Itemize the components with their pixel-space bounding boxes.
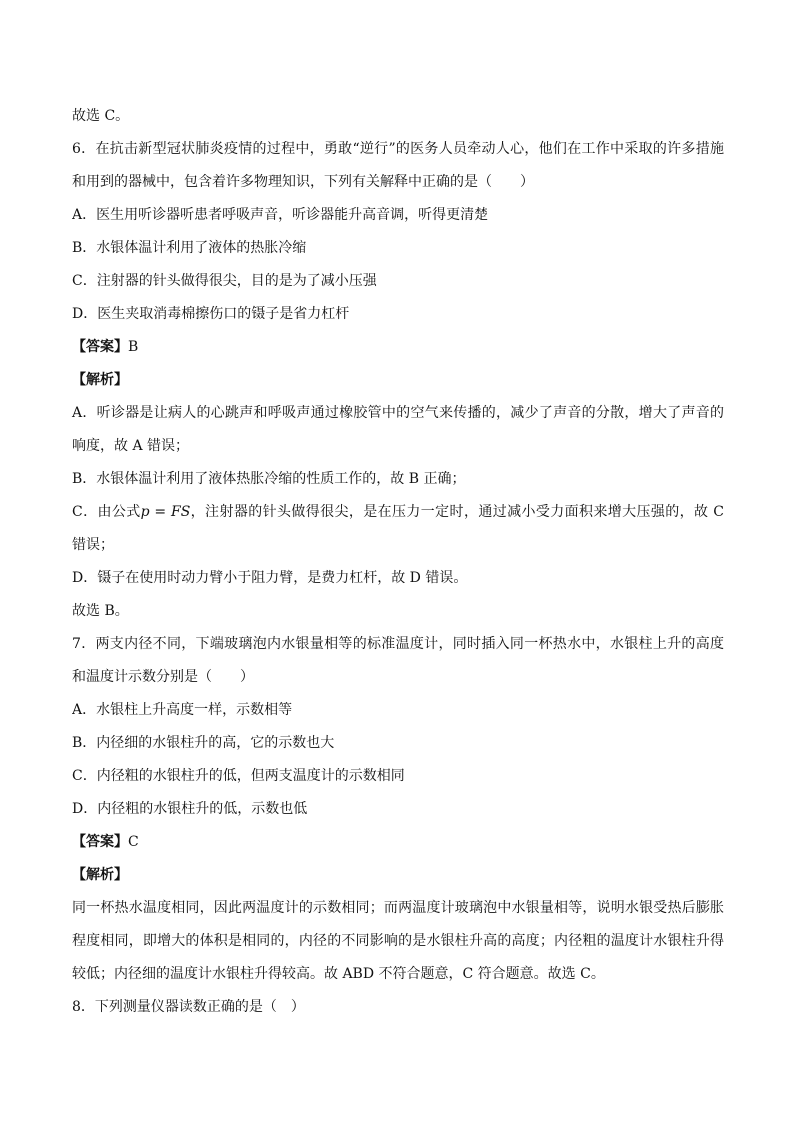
q7-answer [72, 826, 724, 859]
q6-stem: 6．在抗击新型冠状肺炎疫情的过程中，勇敢“逆行”的医务人员牵动人心，他们在工作中采取的许多措施和用到的器械中，包含着许多物理知识，下列有关解释中正确的是（ ） [72, 141, 724, 190]
q7-answer-value: C [128, 834, 139, 850]
intro-conclusion: 故选 C。 [72, 108, 130, 124]
q6-analysis-label: 【解析】 [72, 372, 128, 388]
q6-analysis-c-pre: C．由公式 [72, 504, 141, 520]
q6-option-b: B．水银体温计利用了液体的热胀冷缩 [72, 240, 307, 256]
q7-answer-label: 【答案】 [72, 834, 128, 850]
q6-answer [72, 331, 724, 364]
q7-stem: 7．两支内径不同，下端玻璃泡内水银量相等的标准温度计，同时插入同一杯热水中，水银柱上升的高度和温度计示数分别是（ ） [72, 636, 724, 685]
q6-analysis-b: B．水银体温计利用了液体热胀冷缩的性质工作的，故 B 正确； [72, 471, 466, 487]
q7-analysis: 同一杯热水温度相同，因此两温度计的示数相同；而两温度计玻璃泡中水银量相等，说明水银受热后膨胀程度相同，即增大的体积是相同的，内径的不同影响的是水银柱升高的高度；内径粗的温度计水银柱升得较低；内径细的温度计水银柱升得较高。故 ABD 不符合题意，C 符合题意。故选 C。 [72, 900, 724, 982]
q6-analysis-d: D．镊子在使用时动力臂小于阻力臂，是费力杠杆，故 D 错误。 [72, 570, 468, 586]
q6-option-c: C．注射器的针头做得很尖，目的是为了减小压强 [72, 273, 377, 289]
q7-option-a: A．水银柱上升高度一样，示数相等 [72, 702, 293, 718]
q6-analysis-c-post: ，注射器的针头做得很尖，是在压力一定时，通过减小受力面积来增大压强的，故 C 错误； [72, 504, 724, 553]
pressure-formula: p = FS [140, 504, 191, 520]
q6-option-a: A．医生用听诊器听患者呼吸声音，听诊器能升高音调，听得更清楚 [72, 207, 489, 223]
q6-analysis-a: A．听诊器是让病人的心跳声和呼吸声通过橡胶管中的空气来传播的，减少了声音的分散，增大了声音的响度，故 A 错误； [72, 405, 724, 454]
document-content [72, 100, 724, 1024]
q8-stem: 8．下列测量仪器读数正确的是（ ） [72, 999, 305, 1015]
q6-analysis-c [72, 496, 724, 562]
q6-option-d: D．医生夹取消毒棉擦伤口的镊子是省力杠杆 [72, 306, 350, 322]
q6-answer-value: B [128, 339, 139, 355]
q7-option-d: D．内径粗的水银柱升的低，示数也低 [72, 801, 308, 817]
q6-conclusion: 故选 B。 [72, 603, 129, 619]
q6-answer-label: 【答案】 [72, 339, 128, 355]
q7-option-b: B．内径细的水银柱升的高，它的示数也大 [72, 735, 335, 751]
q7-analysis-label: 【解析】 [72, 867, 128, 883]
q7-option-c: C．内径粗的水银柱升的低，但两支温度计的示数相同 [72, 768, 405, 784]
